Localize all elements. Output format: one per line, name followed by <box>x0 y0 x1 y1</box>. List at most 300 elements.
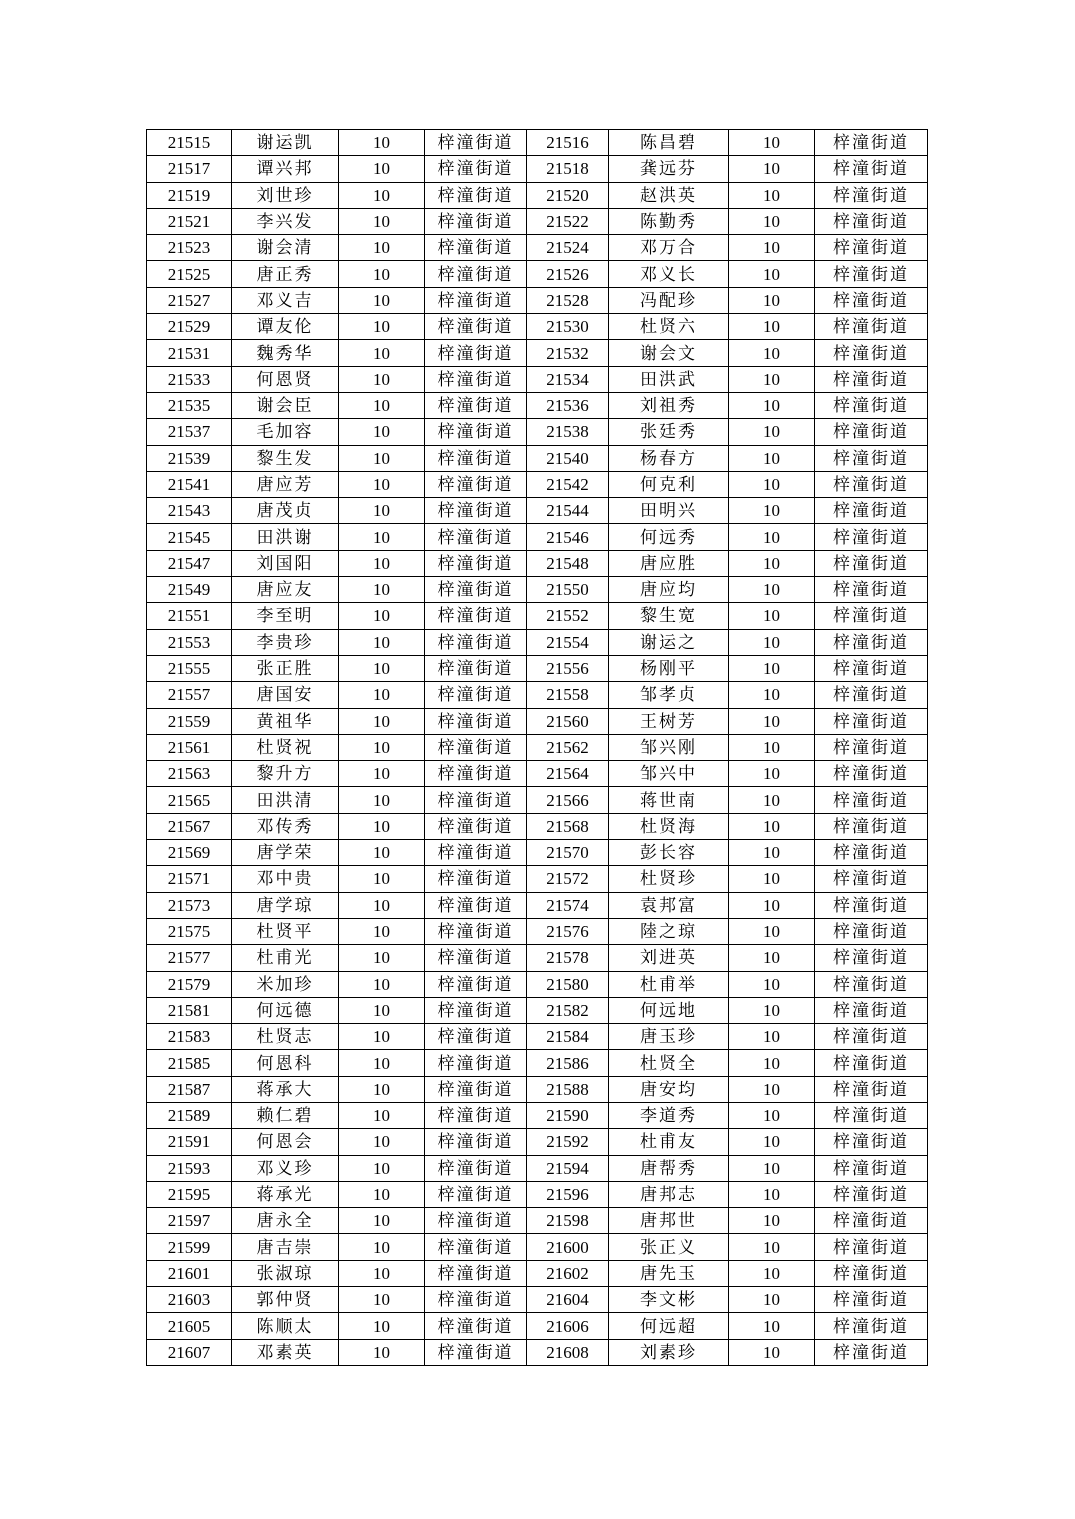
person-name-cell: 邓万合 <box>609 235 729 261</box>
amount-cell: 10 <box>339 577 425 603</box>
person-name-cell: 谢会清 <box>232 235 339 261</box>
table-row <box>147 629 928 655</box>
table-row <box>147 471 928 497</box>
table-row <box>147 1050 928 1076</box>
row-id-cell: 21592 <box>527 1129 609 1155</box>
table-row <box>147 340 928 366</box>
person-name-cell: 袁邦富 <box>609 892 729 918</box>
amount-cell: 10 <box>339 550 425 576</box>
person-name-cell: 刘祖秀 <box>609 392 729 418</box>
amount-cell: 10 <box>339 208 425 234</box>
row-id-cell: 21538 <box>527 419 609 445</box>
amount-cell: 10 <box>339 314 425 340</box>
row-id-cell: 21556 <box>527 655 609 681</box>
amount-cell: 10 <box>339 892 425 918</box>
street-name-cell: 梓潼街道 <box>815 892 928 918</box>
amount-cell: 10 <box>339 1076 425 1102</box>
amount-cell: 10 <box>729 261 815 287</box>
amount-cell: 10 <box>729 971 815 997</box>
street-name-cell: 梓潼街道 <box>815 340 928 366</box>
amount-cell: 10 <box>339 1181 425 1207</box>
table-row <box>147 1313 928 1339</box>
amount-cell: 10 <box>729 524 815 550</box>
person-name-cell: 谭友伦 <box>232 314 339 340</box>
person-name-cell: 唐学荣 <box>232 840 339 866</box>
amount-cell: 10 <box>339 761 425 787</box>
amount-cell: 10 <box>339 156 425 182</box>
street-name-cell: 梓潼街道 <box>425 287 527 313</box>
row-id-cell: 21530 <box>527 314 609 340</box>
amount-cell: 10 <box>339 340 425 366</box>
row-id-cell: 21582 <box>527 997 609 1023</box>
table-row <box>147 1208 928 1234</box>
person-name-cell: 李文彬 <box>609 1287 729 1313</box>
amount-cell: 10 <box>339 1234 425 1260</box>
amount-cell: 10 <box>339 971 425 997</box>
row-id-cell: 21608 <box>527 1339 609 1365</box>
person-name-cell: 唐应胜 <box>609 550 729 576</box>
amount-cell: 10 <box>339 1102 425 1128</box>
amount-cell: 10 <box>339 261 425 287</box>
row-id-cell: 21570 <box>527 840 609 866</box>
street-name-cell: 梓潼街道 <box>425 182 527 208</box>
person-name-cell: 黎生发 <box>232 445 339 471</box>
street-name-cell: 梓潼街道 <box>815 235 928 261</box>
row-id-cell: 21563 <box>147 761 232 787</box>
table-row <box>147 1102 928 1128</box>
street-name-cell: 梓潼街道 <box>425 340 527 366</box>
street-name-cell: 梓潼街道 <box>425 419 527 445</box>
street-name-cell: 梓潼街道 <box>425 314 527 340</box>
amount-cell: 10 <box>729 734 815 760</box>
table-row <box>147 1155 928 1181</box>
street-name-cell: 梓潼街道 <box>815 419 928 445</box>
person-name-cell: 蒋承大 <box>232 1076 339 1102</box>
row-id-cell: 21587 <box>147 1076 232 1102</box>
person-name-cell: 何克利 <box>609 471 729 497</box>
street-name-cell: 梓潼街道 <box>425 1260 527 1286</box>
amount-cell: 10 <box>729 235 815 261</box>
street-name-cell: 梓潼街道 <box>425 892 527 918</box>
person-name-cell: 蒋世南 <box>609 787 729 813</box>
person-name-cell: 杜贤平 <box>232 918 339 944</box>
person-name-cell: 李贵珍 <box>232 629 339 655</box>
person-name-cell: 唐国安 <box>232 682 339 708</box>
street-name-cell: 梓潼街道 <box>425 1208 527 1234</box>
person-name-cell: 何远超 <box>609 1313 729 1339</box>
table-row <box>147 892 928 918</box>
person-name-cell: 张淑琼 <box>232 1260 339 1286</box>
amount-cell: 10 <box>339 1208 425 1234</box>
row-id-cell: 21596 <box>527 1181 609 1207</box>
row-id-cell: 21523 <box>147 235 232 261</box>
amount-cell: 10 <box>339 787 425 813</box>
street-name-cell: 梓潼街道 <box>815 550 928 576</box>
table-row <box>147 1339 928 1365</box>
street-name-cell: 梓潼街道 <box>425 708 527 734</box>
person-name-cell: 李至明 <box>232 603 339 629</box>
person-name-cell: 赖仁碧 <box>232 1102 339 1128</box>
street-name-cell: 梓潼街道 <box>815 392 928 418</box>
street-name-cell: 梓潼街道 <box>815 655 928 681</box>
row-id-cell: 21552 <box>527 603 609 629</box>
row-id-cell: 21537 <box>147 419 232 445</box>
row-id-cell: 21522 <box>527 208 609 234</box>
street-name-cell: 梓潼街道 <box>425 655 527 681</box>
person-name-cell: 张正义 <box>609 1234 729 1260</box>
amount-cell: 10 <box>339 866 425 892</box>
street-name-cell: 梓潼街道 <box>425 1050 527 1076</box>
table-row <box>147 655 928 681</box>
amount-cell: 10 <box>729 498 815 524</box>
table-row <box>147 1287 928 1313</box>
row-id-cell: 21529 <box>147 314 232 340</box>
street-name-cell: 梓潼街道 <box>815 1287 928 1313</box>
row-id-cell: 21588 <box>527 1076 609 1102</box>
amount-cell: 10 <box>729 1155 815 1181</box>
row-id-cell: 21580 <box>527 971 609 997</box>
table-row <box>147 182 928 208</box>
person-name-cell: 赵洪英 <box>609 182 729 208</box>
table-row <box>147 366 928 392</box>
amount-cell: 10 <box>339 235 425 261</box>
table-row <box>147 761 928 787</box>
person-name-cell: 李兴发 <box>232 208 339 234</box>
row-id-cell: 21515 <box>147 130 232 156</box>
row-id-cell: 21566 <box>527 787 609 813</box>
table-row <box>147 734 928 760</box>
street-name-cell: 梓潼街道 <box>815 1234 928 1260</box>
table-row <box>147 787 928 813</box>
street-name-cell: 梓潼街道 <box>815 971 928 997</box>
person-name-cell: 黎生宽 <box>609 603 729 629</box>
person-name-cell: 唐先玉 <box>609 1260 729 1286</box>
person-name-cell: 何恩会 <box>232 1129 339 1155</box>
row-id-cell: 21540 <box>527 445 609 471</box>
row-id-cell: 21585 <box>147 1050 232 1076</box>
amount-cell: 10 <box>729 682 815 708</box>
person-name-cell: 唐应均 <box>609 577 729 603</box>
street-name-cell: 梓潼街道 <box>425 971 527 997</box>
row-id-cell: 21531 <box>147 340 232 366</box>
row-id-cell: 21603 <box>147 1287 232 1313</box>
street-name-cell: 梓潼街道 <box>815 130 928 156</box>
roster-body <box>147 130 928 1366</box>
table-row <box>147 577 928 603</box>
person-name-cell: 杨刚平 <box>609 655 729 681</box>
person-name-cell: 杜甫光 <box>232 945 339 971</box>
person-name-cell: 田洪武 <box>609 366 729 392</box>
amount-cell: 10 <box>339 419 425 445</box>
street-name-cell: 梓潼街道 <box>425 1234 527 1260</box>
street-name-cell: 梓潼街道 <box>815 1339 928 1365</box>
row-id-cell: 21555 <box>147 655 232 681</box>
person-name-cell: 杜贤六 <box>609 314 729 340</box>
row-id-cell: 21604 <box>527 1287 609 1313</box>
street-name-cell: 梓潼街道 <box>815 840 928 866</box>
street-name-cell: 梓潼街道 <box>815 813 928 839</box>
street-name-cell: 梓潼街道 <box>425 471 527 497</box>
row-id-cell: 21521 <box>147 208 232 234</box>
street-name-cell: 梓潼街道 <box>425 392 527 418</box>
row-id-cell: 21590 <box>527 1102 609 1128</box>
street-name-cell: 梓潼街道 <box>815 498 928 524</box>
person-name-cell: 刘国阳 <box>232 550 339 576</box>
amount-cell: 10 <box>339 182 425 208</box>
row-id-cell: 21544 <box>527 498 609 524</box>
amount-cell: 10 <box>729 392 815 418</box>
table-row <box>147 945 928 971</box>
table-row <box>147 550 928 576</box>
amount-cell: 10 <box>339 629 425 655</box>
row-id-cell: 21564 <box>527 761 609 787</box>
amount-cell: 10 <box>339 392 425 418</box>
row-id-cell: 21554 <box>527 629 609 655</box>
row-id-cell: 21539 <box>147 445 232 471</box>
street-name-cell: 梓潼街道 <box>815 997 928 1023</box>
person-name-cell: 邓传秀 <box>232 813 339 839</box>
row-id-cell: 21565 <box>147 787 232 813</box>
row-id-cell: 21595 <box>147 1181 232 1207</box>
row-id-cell: 21598 <box>527 1208 609 1234</box>
person-name-cell: 唐正秀 <box>232 261 339 287</box>
row-id-cell: 21526 <box>527 261 609 287</box>
street-name-cell: 梓潼街道 <box>815 208 928 234</box>
person-name-cell: 杨春方 <box>609 445 729 471</box>
table-row <box>147 603 928 629</box>
row-id-cell: 21562 <box>527 734 609 760</box>
amount-cell: 10 <box>729 287 815 313</box>
person-name-cell: 陈勤秀 <box>609 208 729 234</box>
street-name-cell: 梓潼街道 <box>425 945 527 971</box>
amount-cell: 10 <box>729 997 815 1023</box>
row-id-cell: 21561 <box>147 734 232 760</box>
street-name-cell: 梓潼街道 <box>425 498 527 524</box>
street-name-cell: 梓潼街道 <box>815 629 928 655</box>
row-id-cell: 21599 <box>147 1234 232 1260</box>
amount-cell: 10 <box>729 577 815 603</box>
person-name-cell: 邓义珍 <box>232 1155 339 1181</box>
amount-cell: 10 <box>729 603 815 629</box>
person-name-cell: 郭仲贤 <box>232 1287 339 1313</box>
amount-cell: 10 <box>729 1234 815 1260</box>
street-name-cell: 梓潼街道 <box>425 550 527 576</box>
row-id-cell: 21607 <box>147 1339 232 1365</box>
person-name-cell: 蒋承光 <box>232 1181 339 1207</box>
row-id-cell: 21602 <box>527 1260 609 1286</box>
street-name-cell: 梓潼街道 <box>815 1313 928 1339</box>
table-row <box>147 1129 928 1155</box>
person-name-cell: 谭兴邦 <box>232 156 339 182</box>
person-name-cell: 冯配珍 <box>609 287 729 313</box>
row-id-cell: 21541 <box>147 471 232 497</box>
amount-cell: 10 <box>339 603 425 629</box>
amount-cell: 10 <box>729 1313 815 1339</box>
amount-cell: 10 <box>339 445 425 471</box>
row-id-cell: 21597 <box>147 1208 232 1234</box>
amount-cell: 10 <box>339 918 425 944</box>
person-name-cell: 谢会臣 <box>232 392 339 418</box>
row-id-cell: 21575 <box>147 918 232 944</box>
table-row <box>147 208 928 234</box>
person-name-cell: 田洪清 <box>232 787 339 813</box>
row-id-cell: 21549 <box>147 577 232 603</box>
person-name-cell: 邓义吉 <box>232 287 339 313</box>
person-name-cell: 黎升方 <box>232 761 339 787</box>
street-name-cell: 梓潼街道 <box>815 708 928 734</box>
row-id-cell: 21593 <box>147 1155 232 1181</box>
person-name-cell: 田洪谢 <box>232 524 339 550</box>
person-name-cell: 唐邦世 <box>609 1208 729 1234</box>
amount-cell: 10 <box>339 682 425 708</box>
row-id-cell: 21546 <box>527 524 609 550</box>
row-id-cell: 21589 <box>147 1102 232 1128</box>
street-name-cell: 梓潼街道 <box>815 1181 928 1207</box>
amount-cell: 10 <box>729 471 815 497</box>
amount-cell: 10 <box>339 1287 425 1313</box>
row-id-cell: 21527 <box>147 287 232 313</box>
table-row <box>147 392 928 418</box>
street-name-cell: 梓潼街道 <box>425 1181 527 1207</box>
row-id-cell: 21557 <box>147 682 232 708</box>
amount-cell: 10 <box>729 840 815 866</box>
street-name-cell: 梓潼街道 <box>815 182 928 208</box>
row-id-cell: 21533 <box>147 366 232 392</box>
person-name-cell: 邹兴中 <box>609 761 729 787</box>
street-name-cell: 梓潼街道 <box>425 1155 527 1181</box>
person-name-cell: 龚远芬 <box>609 156 729 182</box>
person-name-cell: 杜贤祝 <box>232 734 339 760</box>
row-id-cell: 21605 <box>147 1313 232 1339</box>
table-row <box>147 524 928 550</box>
table-row <box>147 708 928 734</box>
row-id-cell: 21520 <box>527 182 609 208</box>
row-id-cell: 21583 <box>147 1024 232 1050</box>
amount-cell: 10 <box>729 708 815 734</box>
person-name-cell: 杜贤珍 <box>609 866 729 892</box>
amount-cell: 10 <box>339 366 425 392</box>
person-name-cell: 邹孝贞 <box>609 682 729 708</box>
person-name-cell: 杜贤全 <box>609 1050 729 1076</box>
amount-cell: 10 <box>729 550 815 576</box>
street-name-cell: 梓潼街道 <box>425 813 527 839</box>
row-id-cell: 21548 <box>527 550 609 576</box>
table-row <box>147 1181 928 1207</box>
street-name-cell: 梓潼街道 <box>815 156 928 182</box>
row-id-cell: 21524 <box>527 235 609 261</box>
row-id-cell: 21534 <box>527 366 609 392</box>
person-name-cell: 李道秀 <box>609 1102 729 1128</box>
person-name-cell: 黄祖华 <box>232 708 339 734</box>
street-name-cell: 梓潼街道 <box>425 682 527 708</box>
street-name-cell: 梓潼街道 <box>815 1050 928 1076</box>
row-id-cell: 21519 <box>147 182 232 208</box>
street-name-cell: 梓潼街道 <box>815 1102 928 1128</box>
street-name-cell: 梓潼街道 <box>425 840 527 866</box>
person-name-cell: 谢会文 <box>609 340 729 366</box>
person-name-cell: 彭长容 <box>609 840 729 866</box>
person-name-cell: 谢运之 <box>609 629 729 655</box>
row-id-cell: 21576 <box>527 918 609 944</box>
person-name-cell: 唐茂贞 <box>232 498 339 524</box>
table-row <box>147 997 928 1023</box>
row-id-cell: 21550 <box>527 577 609 603</box>
row-id-cell: 21606 <box>527 1313 609 1339</box>
amount-cell: 10 <box>729 945 815 971</box>
person-name-cell: 何远德 <box>232 997 339 1023</box>
person-name-cell: 唐永全 <box>232 1208 339 1234</box>
street-name-cell: 梓潼街道 <box>425 156 527 182</box>
table-row <box>147 866 928 892</box>
table-row <box>147 235 928 261</box>
person-name-cell: 唐学琼 <box>232 892 339 918</box>
person-name-cell: 谢运凯 <box>232 130 339 156</box>
table-row <box>147 130 928 156</box>
person-name-cell: 唐安均 <box>609 1076 729 1102</box>
row-id-cell: 21517 <box>147 156 232 182</box>
person-name-cell: 刘世珍 <box>232 182 339 208</box>
row-id-cell: 21581 <box>147 997 232 1023</box>
street-name-cell: 梓潼街道 <box>425 208 527 234</box>
street-name-cell: 梓潼街道 <box>425 1024 527 1050</box>
street-name-cell: 梓潼街道 <box>815 945 928 971</box>
table-row <box>147 498 928 524</box>
row-id-cell: 21545 <box>147 524 232 550</box>
amount-cell: 10 <box>729 314 815 340</box>
street-name-cell: 梓潼街道 <box>425 787 527 813</box>
amount-cell: 10 <box>339 471 425 497</box>
person-name-cell: 陸之琼 <box>609 918 729 944</box>
street-name-cell: 梓潼街道 <box>815 1260 928 1286</box>
amount-cell: 10 <box>339 708 425 734</box>
amount-cell: 10 <box>729 1339 815 1365</box>
person-name-cell: 唐邦志 <box>609 1181 729 1207</box>
street-name-cell: 梓潼街道 <box>815 1208 928 1234</box>
person-name-cell: 唐吉崇 <box>232 1234 339 1260</box>
row-id-cell: 21518 <box>527 156 609 182</box>
street-name-cell: 梓潼街道 <box>425 1313 527 1339</box>
amount-cell: 10 <box>729 892 815 918</box>
row-id-cell: 21569 <box>147 840 232 866</box>
amount-cell: 10 <box>339 1129 425 1155</box>
row-id-cell: 21532 <box>527 340 609 366</box>
table-row <box>147 419 928 445</box>
row-id-cell: 21579 <box>147 971 232 997</box>
person-name-cell: 张廷秀 <box>609 419 729 445</box>
street-name-cell: 梓潼街道 <box>425 629 527 655</box>
row-id-cell: 21594 <box>527 1155 609 1181</box>
street-name-cell: 梓潼街道 <box>425 1287 527 1313</box>
street-name-cell: 梓潼街道 <box>425 130 527 156</box>
street-name-cell: 梓潼街道 <box>425 866 527 892</box>
person-name-cell: 杜甫友 <box>609 1129 729 1155</box>
person-name-cell: 何恩贤 <box>232 366 339 392</box>
amount-cell: 10 <box>729 918 815 944</box>
amount-cell: 10 <box>729 366 815 392</box>
person-name-cell: 邓中贵 <box>232 866 339 892</box>
street-name-cell: 梓潼街道 <box>425 1102 527 1128</box>
table-row <box>147 813 928 839</box>
row-id-cell: 21542 <box>527 471 609 497</box>
street-name-cell: 梓潼街道 <box>815 577 928 603</box>
row-id-cell: 21535 <box>147 392 232 418</box>
person-name-cell: 何远秀 <box>609 524 729 550</box>
street-name-cell: 梓潼街道 <box>815 261 928 287</box>
amount-cell: 10 <box>339 655 425 681</box>
person-name-cell: 唐应友 <box>232 577 339 603</box>
street-name-cell: 梓潼街道 <box>815 682 928 708</box>
person-name-cell: 刘进英 <box>609 945 729 971</box>
